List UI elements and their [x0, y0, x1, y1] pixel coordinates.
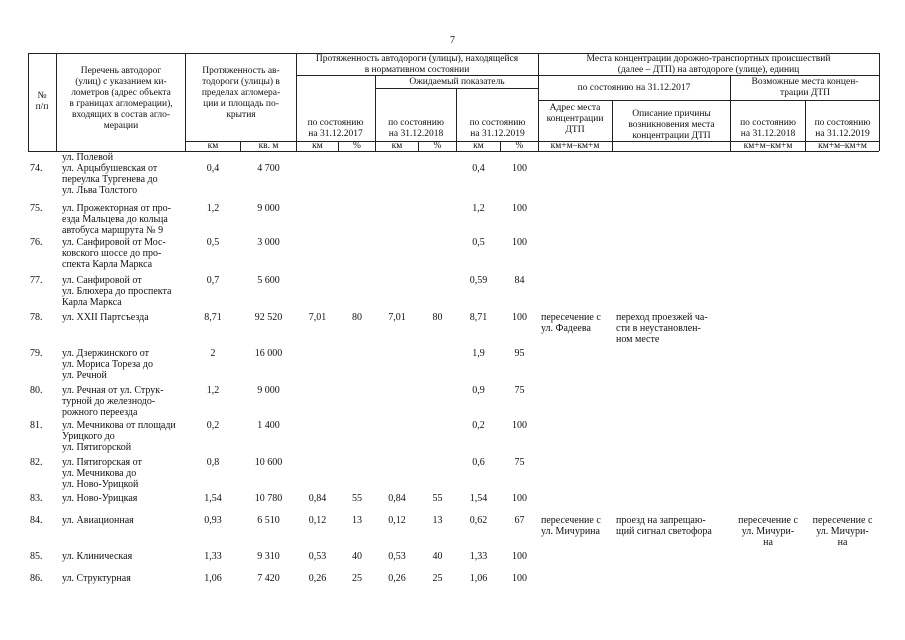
cell-area: 6 510 — [257, 515, 280, 526]
cell-n19: 1,2 — [472, 203, 485, 214]
cell-p19: 100 — [512, 551, 527, 562]
cell-area: 10 780 — [254, 493, 283, 504]
cell-area: 9 310 — [257, 551, 280, 562]
cell-p19: 100 — [512, 420, 527, 431]
cell-no: 83. — [30, 493, 43, 504]
unit-sqm: кв. м — [258, 141, 279, 151]
cell-d18: пересечение с ул. Мичури- на — [738, 515, 798, 549]
cell-len: 1,2 — [206, 203, 220, 214]
cell-len: 8,71 — [204, 312, 222, 323]
header-as-of-2019: по состоянию на 31.12.2019 — [469, 118, 526, 139]
cell-p17: 25 — [352, 573, 362, 584]
cell-addr: пересечение с ул. Мичурина — [541, 515, 601, 538]
cell-n19: 0,5 — [472, 237, 485, 248]
cell-n18: 7,01 — [388, 312, 406, 323]
cell-n17: 0,84 — [308, 493, 327, 504]
header-dtp-group: Места концентрации дорожно-транспортных происшествий (далее – ДТП) на автодороге (улице), единиц — [586, 54, 831, 75]
header-dtp-as-of-2017: по состоянию на 31.12.2017 — [577, 83, 691, 93]
cell-area: 92 520 — [254, 312, 283, 323]
unit-kmm-address: км+м–км+м — [550, 141, 600, 151]
cell-p17: 55 — [352, 493, 362, 504]
cell-n17: 0,53 — [308, 551, 327, 562]
header-dtp-2018: по состоянию на 31.12.2018 — [740, 118, 796, 139]
cell-name: ул. Санфировой от Мос- ковского шоссе до про- спекта Карла Маркса — [62, 237, 166, 271]
cell-p19: 75 — [514, 385, 525, 396]
header-normative-group: Протяженность автодороги (улицы), находящейся в нормативном состоянии — [315, 54, 519, 75]
cell-n19: 0,62 — [469, 515, 488, 526]
cell-no: 86. — [30, 573, 43, 584]
cell-no: 76. — [30, 237, 43, 248]
cell-p17: 80 — [352, 312, 362, 323]
cell-area: 4 700 — [257, 163, 280, 174]
continuation-text: ул. Полевой — [62, 152, 114, 163]
header-as-of-2017: по состоянию на 31.12.2017 — [307, 118, 364, 139]
unit-pct-2019: % — [515, 141, 524, 151]
cell-reason: проезд на запрещаю- щий сигнал светофора — [616, 515, 712, 538]
cell-no: 78. — [30, 312, 43, 323]
cell-n18: 0,12 — [388, 515, 406, 526]
cell-area: 9 000 — [257, 385, 280, 396]
cell-name: ул. Арцыбушевская от переулка Тургенева до ул. Льва Толстого — [62, 163, 158, 197]
unit-pct-2018: % — [433, 141, 442, 151]
cell-n19: 8,71 — [469, 312, 488, 323]
cell-no: 77. — [30, 275, 43, 286]
cell-len: 0,93 — [204, 515, 222, 526]
cell-p19: 75 — [514, 457, 525, 468]
cell-area: 7 420 — [257, 573, 280, 584]
cell-n19: 0,6 — [472, 457, 485, 468]
cell-name: ул. XXII Партсъезда — [62, 312, 149, 323]
unit-kmm-2019: км+м–км+м — [818, 141, 867, 151]
unit-km-2017: км — [312, 141, 323, 151]
cell-n19: 1,9 — [472, 348, 485, 359]
cell-len: 1,2 — [206, 385, 220, 396]
cell-p19: 100 — [512, 573, 527, 584]
cell-len: 0,2 — [206, 420, 220, 431]
cell-name: ул. Мечникова от площади Урицкого до ул. Пятигорской — [62, 420, 176, 454]
cell-area: 5 600 — [257, 275, 280, 286]
cell-name: ул. Дзержинского от ул. Мориса Тореза до ул. Речной — [62, 348, 153, 382]
cell-len: 1,33 — [204, 551, 222, 562]
dtp-sub-line — [538, 100, 879, 101]
cell-p19: 100 — [512, 237, 527, 248]
cell-name: ул. Прожекторная от про- езда Мальцева до кольца автобуса маршрута № 9 — [62, 203, 172, 237]
cell-no: 75. — [30, 203, 43, 214]
cell-len: 0,7 — [206, 275, 220, 286]
cell-area: 10 600 — [254, 457, 283, 468]
cell-n18: 0,53 — [388, 551, 406, 562]
cell-no: 85. — [30, 551, 43, 562]
cell-p17: 13 — [352, 515, 362, 526]
unit-km-2018: км — [391, 141, 403, 151]
cell-area: 16 000 — [254, 348, 283, 359]
cell-p18: 25 — [432, 573, 443, 584]
unit-kmm-2018: км+м–км+м — [743, 141, 793, 151]
cell-d19: пересечение с ул. Мичури- на — [812, 515, 873, 549]
cell-name: ул. Клиническая — [62, 551, 133, 562]
cell-p19: 100 — [512, 163, 527, 174]
cell-area: 3 000 — [257, 237, 280, 248]
unit-km: км — [207, 141, 219, 151]
header-as-of-2018: по состоянию на 31.12.2018 — [388, 118, 444, 139]
cell-n19: 0,59 — [469, 275, 488, 286]
cell-len: 2 — [210, 348, 216, 359]
cell-n19: 0,9 — [472, 385, 485, 396]
header-no: № п/п — [35, 91, 49, 112]
cell-n17: 0,26 — [308, 573, 327, 584]
cell-p19: 67 — [514, 515, 525, 526]
cell-no: 84. — [30, 515, 43, 526]
cell-p18: 40 — [432, 551, 443, 562]
cell-p18: 13 — [432, 515, 443, 526]
cell-name: ул. Ново-Урицкая — [62, 493, 138, 504]
cell-n17: 7,01 — [308, 312, 327, 323]
unit-km-2019: км — [473, 141, 484, 151]
cell-addr: пересечение с ул. Фадеева — [541, 312, 601, 335]
header-dtp-possible: Возможные места концен- трации ДТП — [751, 77, 859, 98]
cell-no: 82. — [30, 457, 43, 468]
cell-p18: 55 — [432, 493, 443, 504]
cell-reason: переход проезжей ча- сти в неустановлен- ном месте — [616, 312, 708, 346]
cell-n19: 1,33 — [469, 551, 488, 562]
cell-no: 79. — [30, 348, 43, 359]
cell-area: 9 000 — [257, 203, 280, 214]
header-expected: Ожидаемый показатель — [409, 77, 505, 87]
cell-len: 0,5 — [206, 237, 220, 248]
cell-n18: 0,26 — [388, 573, 406, 584]
cell-area: 1 400 — [257, 420, 280, 431]
cell-name: ул. Речная от ул. Струк- турной до железнодо- рожного переезда — [62, 385, 164, 419]
header-length-area: Протяженность ав- тодороги (улицы) в пределах агломера- ции и площадь по- крытия — [201, 66, 281, 120]
cell-n19: 1,54 — [469, 493, 488, 504]
header-dtp-2019: по состоянию на 31.12.2019 — [814, 118, 871, 139]
cell-name: ул. Авиационная — [62, 515, 134, 526]
cell-name: ул. Санфировой от ул. Блюхера до проспекта Карла Маркса — [62, 275, 172, 309]
cell-p19: 84 — [514, 275, 525, 286]
cell-p19: 100 — [512, 312, 527, 323]
cell-n19: 0,2 — [472, 420, 485, 431]
cell-len: 1,06 — [204, 573, 222, 584]
cell-name: ул. Структурная — [62, 573, 131, 584]
cell-len: 0,8 — [206, 457, 220, 468]
cell-name: ул. Пятигорская от ул. Мечникова до ул. Ново-Урицкой — [62, 457, 142, 491]
cell-n19: 0,4 — [472, 163, 485, 174]
cell-n19: 1,06 — [469, 573, 488, 584]
header-road-list: Перечень автодорог (улиц) с указанием ки- лометров (адрес объекта в границах агломерации), входящих в состав агло- мерации — [69, 66, 173, 131]
page-number: 7 — [450, 35, 455, 46]
cell-len: 1,54 — [204, 493, 222, 504]
cell-p19: 95 — [514, 348, 525, 359]
col-line-14 — [879, 53, 880, 151]
header-dtp-address: Адрес места концентрации ДТП — [546, 103, 604, 135]
header-dtp-reason: Описание причины возникновения места концентрации ДТП — [628, 109, 715, 141]
cell-n18: 0,84 — [388, 493, 406, 504]
cell-no: 80. — [30, 385, 43, 396]
cell-no: 81. — [30, 420, 43, 431]
cell-p17: 40 — [352, 551, 362, 562]
cell-p19: 100 — [512, 203, 527, 214]
cell-no: 74. — [30, 163, 43, 174]
cell-p19: 100 — [512, 493, 527, 504]
cell-p18: 80 — [432, 312, 443, 323]
cell-n17: 0,12 — [308, 515, 327, 526]
cell-len: 0,4 — [206, 163, 220, 174]
unit-pct-2017: % — [353, 141, 361, 151]
